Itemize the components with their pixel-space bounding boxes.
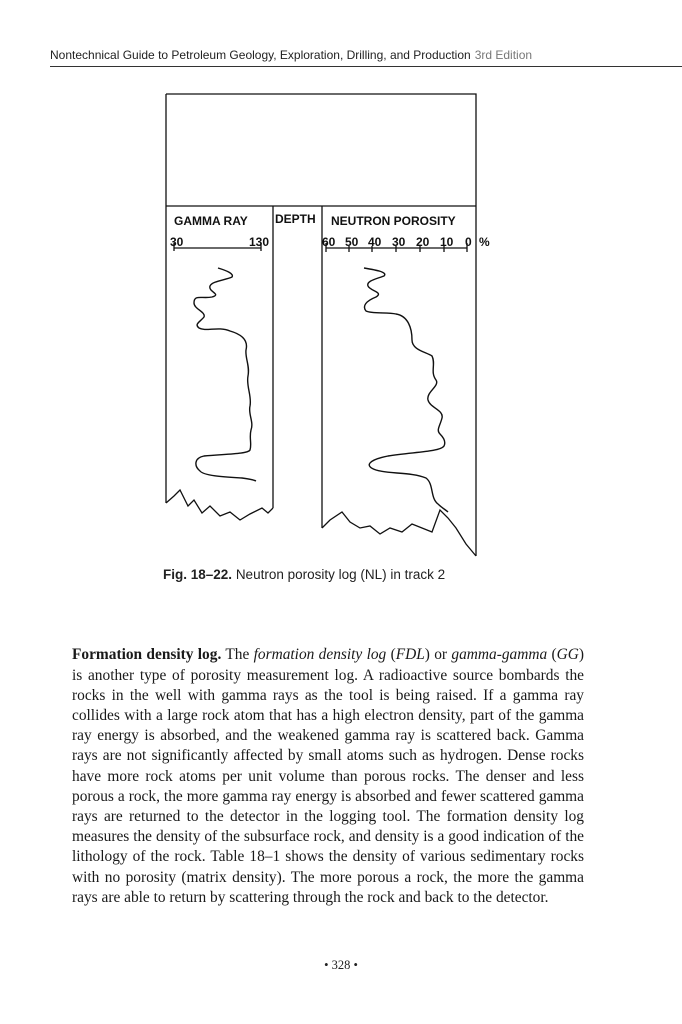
gamma-scale-max: 130: [249, 235, 270, 249]
figure-caption: [163, 567, 445, 582]
run-in-heading: Formation density log.: [72, 646, 222, 664]
body-paragraph: [72, 645, 584, 908]
abbreviation-gg: GG: [556, 646, 579, 664]
neutron-porosity-track-title: NEUTRON POROSITY: [331, 214, 456, 228]
neutron-scale-label: 20: [416, 235, 430, 249]
neutron-scale-label: 40: [368, 235, 382, 249]
gamma-ray-curve: [194, 268, 256, 481]
page-number: • 328 •: [324, 958, 358, 972]
running-header: [50, 46, 682, 67]
body-text-segment: (: [386, 646, 396, 664]
body-text-segment: (: [547, 646, 557, 664]
torn-edge-left: [166, 490, 273, 520]
term-gamma-gamma: gamma-gamma: [451, 646, 548, 664]
body-text-segment: The: [221, 646, 254, 664]
abbreviation-fdl: FDL: [395, 646, 425, 664]
body-text-segment: ) or: [424, 646, 452, 664]
neutron-scale-label: 30: [392, 235, 406, 249]
gamma-ray-track-title: GAMMA RAY: [174, 214, 248, 228]
body-text-segment: ) is another type of porosity measurement log. A radioactive source bombards the rocks in the well with gamma rays as the tool is being raised. If a gamma ray collides with a large rock atom that has a high electron density, part of the gamma ray energy is absorbed, and the weakened gamma ray is scattered back. Gamma rays are not significantly affected by small atoms such as hydrogen. Dense rocks have more rock atoms per unit volume than porous rocks. The denser and less porous a rock, the more gamma ray energy is absorbed and fewer scattered gamma rays are returned to the detector in the logging tool. The formation density log measures the density of the subsurface rock, and density is a good indication of the lithology of the rock. Table 18–1 shows the density of various sedimentary rocks with no porosity (matrix density). The more porous a rock, the more the gamma rays are able to return by scattering through the rock and back to the detector.: [72, 646, 584, 906]
torn-edge-right: [322, 510, 476, 556]
neutron-scale-label: 60: [322, 235, 336, 249]
depth-track-title: DEPTH: [275, 212, 316, 226]
gamma-scale-min: 30: [170, 235, 184, 249]
term-formation-density-log: formation density log: [253, 646, 387, 664]
figure-number: Fig. 18–22.: [163, 567, 233, 582]
neutron-scale-label: 10: [440, 235, 454, 249]
neutron-porosity-log-figure: [150, 88, 490, 568]
book-title: Nontechnical Guide to Petroleum Geology, Exploration, Drilling, and Production: [50, 48, 471, 62]
neutron-porosity-curve: [364, 268, 448, 512]
figure-frame-top: [166, 94, 476, 206]
neutron-scale-label: 0: [465, 235, 472, 249]
neutron-scale-unit: %: [479, 235, 490, 249]
edition-label: 3rd Edition: [474, 48, 533, 62]
figure-caption-text: Neutron porosity log (NL) in track 2: [235, 567, 446, 582]
neutron-scale-label: 50: [345, 235, 359, 249]
